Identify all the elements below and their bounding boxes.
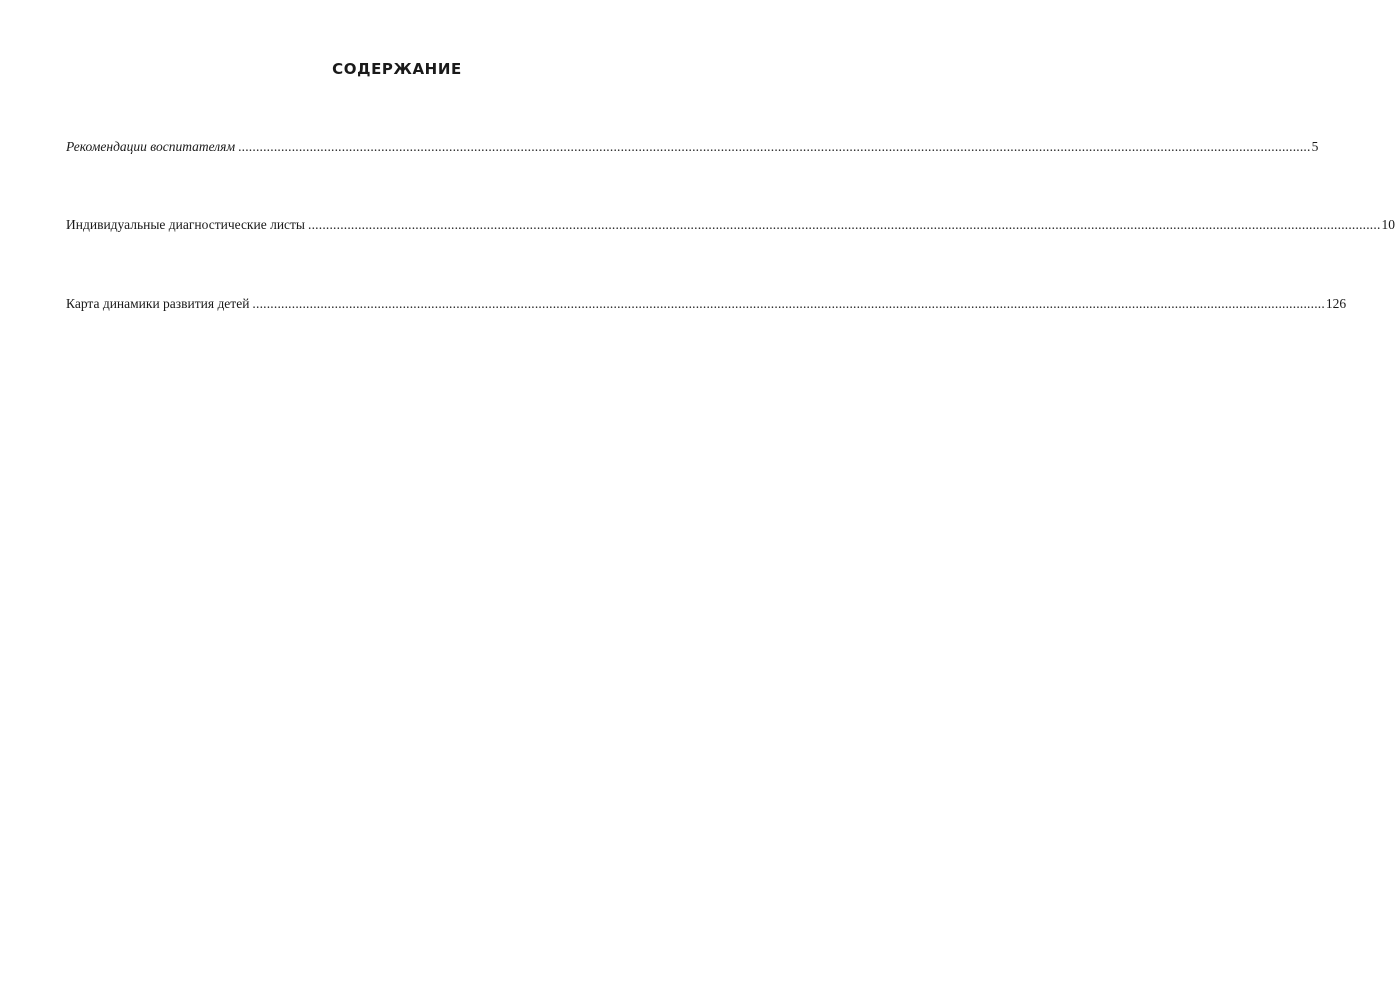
toc-entry-label: Индивидуальные диагностические листы [66, 217, 306, 232]
toc-entry-page-number: 126 [1325, 296, 1347, 311]
page-title: СОДЕРЖАНИЕ [332, 60, 462, 78]
toc-entry-label: Рекомендации воспитателям [66, 139, 236, 154]
toc-entry-diagnostic-sheets[interactable] [66, 216, 1395, 234]
toc-entry-page-number: 5 [1311, 139, 1319, 154]
toc-entry-page-number: 10 [1381, 217, 1395, 232]
toc-entry-development-map[interactable] [66, 295, 1347, 313]
dot-leader: ............................................................................................................................................................................................................................................................................................................ [308, 217, 1381, 232]
toc-entry-recommendations[interactable] [66, 138, 1319, 156]
dot-leader: ............................................................................................................................................................................................................................................................................................................ [238, 139, 1311, 154]
dot-leader: ............................................................................................................................................................................................................................................................................................................ [252, 296, 1325, 311]
toc-entry-label: Карта динамики развития детей [66, 296, 250, 311]
